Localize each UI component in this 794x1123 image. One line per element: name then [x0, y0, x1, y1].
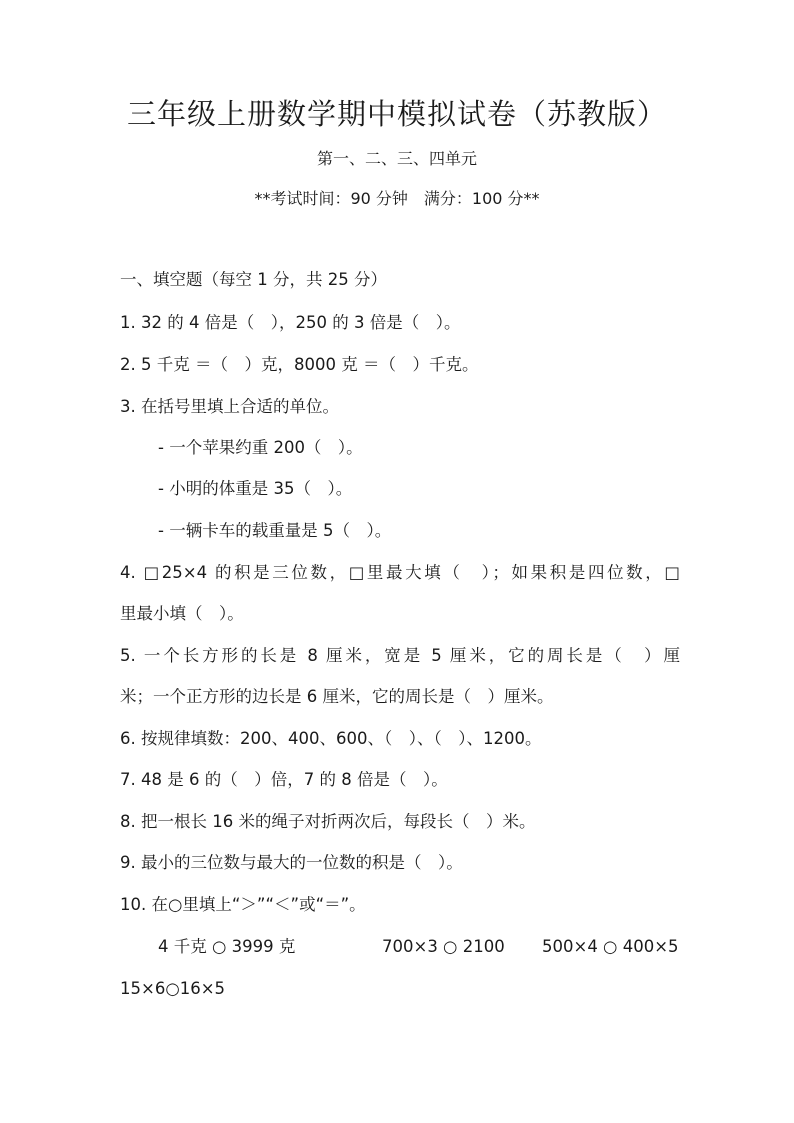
comparison-item: 4 千克 ○ 3999 克 — [158, 937, 296, 956]
question-3-item: - 一辆卡车的载重量是 5（ ）。 — [158, 521, 392, 540]
question-4-line-1: 4. □25×4 的积是三位数，□里最大填（ ）；如果积是四位数，□ — [120, 563, 680, 582]
question-5-line-1: 5. 一个长方形的长是 8 厘米，宽是 5 厘米，它的周长是（ ）厘 — [120, 646, 680, 665]
question-4-line-2: 里最小填（ ）。 — [120, 604, 244, 623]
question-7: 7. 48 是 6 的（ ）倍，7 的 8 倍是（ ）。 — [120, 770, 448, 789]
question-3-item: - 小明的体重是 35（ ）。 — [158, 479, 353, 498]
comparison-item: 500×4 ○ 400×5 — [542, 937, 679, 956]
question-8: 8. 把一根长 16 米的绳子对折两次后，每段长（ ）米。 — [120, 812, 536, 831]
question-9: 9. 最小的三位数与最大的一位数的积是（ ）。 — [120, 853, 463, 872]
comparison-row — [120, 936, 680, 958]
question-3: 3. 在括号里填上合适的单位。 — [120, 397, 339, 416]
exam-info: **考试时间：90 分钟 满分：100 分** — [254, 189, 540, 208]
question-5-line-2: 米；一个正方形的边长是 6 厘米，它的周长是（ ）厘米。 — [120, 687, 554, 706]
page-subtitle: 第一、二、三、四单元 — [316, 149, 477, 168]
section-heading: 一、填空题（每空 1 分，共 25 分） — [120, 270, 387, 289]
question-3-item: - 一个苹果约重 200（ ）。 — [158, 438, 363, 457]
question-10: 10. 在○里填上“＞”“＜”或“＝”。 — [120, 895, 366, 914]
question-6: 6. 按规律填数：200、400、600、（ ）、（ ）、1200。 — [120, 729, 542, 748]
page-title: 三年级上册数学期中模拟试卷（苏教版） — [126, 97, 667, 131]
question-1: 1. 32 的 4 倍是（ ），250 的 3 倍是（ ）。 — [120, 313, 461, 332]
question-2: 2. 5 千克 ＝（ ）克，8000 克 ＝（ ）千克。 — [120, 355, 479, 374]
comparison-item: 700×3 ○ 2100 — [382, 937, 505, 956]
comparison-item: 15×6○16×5 — [120, 979, 226, 998]
